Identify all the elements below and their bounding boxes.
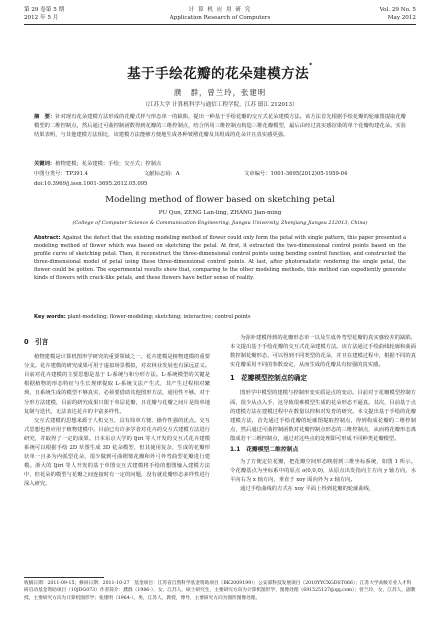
- abstract-en-label: Abstract:: [34, 235, 61, 241]
- abstract-zh: [34, 113, 406, 141]
- left-column: [24, 334, 210, 490]
- affiliation-en: (College of Computer Science & Communication Engineering, Jiangsu University, Zhenjiang Jiangsu 212013, China): [72, 220, 368, 226]
- section1-paragraph-1: 图形学中模型的建模与控制形变实质是点的变动。目前对于花瓣模型控制方面，很少从点入手，这导致很难模型生成的花朵形态不逼真。其次，目前基于点的建模方法在建模过程中在数量以控和对发育的研究。本文提出基于手绘的花瓣建模方法，首先通过手绘花瓣的轮廓图提取控制点，得到构成花瓣的二维控制点，然后通过可曲控制函数对花瓣控制点形态的三维控制点，从而将花瓣形态离散成若干三维控制点，通过对这些点的处理即可形成不同种类花瓣模型。: [230, 390, 416, 442]
- footnote-rule: [24, 577, 104, 578]
- clc-number: 中图分类号：TP391.4: [34, 171, 89, 177]
- abstract-en: [34, 234, 406, 283]
- article-number: 文章编号：1001-3695(2012)05-1959-04: [244, 171, 348, 177]
- title-zh: [0, 62, 440, 82]
- header-journal-en: Application Research of Computers: [169, 15, 271, 21]
- title-footnote-mark: *: [309, 62, 313, 69]
- abstract-zh-label: 摘 要：: [34, 114, 56, 120]
- authors-zh: 濮 群，曾兰玲，张建明: [173, 88, 267, 97]
- header-issue-en: [380, 6, 416, 22]
- footnote: 收稿日期：2011-09-15；修回日期：2011-10-27 基金项目：江苏省自然科学基金资助项目（BK2009199）；公安部科技发展项目（2010YYCXGDST066）；江苏大学高级专业人才科研启动基金资助项目（10JDG073）作者简介：濮群（1986-），女，江苏人，硕士研究生，主要研究方向为计算机图形学、图像处理（691525127@qq.com）；曾兰玲，女，江苏人，副教授，主要研究方向为计算机图形学；张建明（1964-），男，江苏人，教授，博导，主要研究方向为图形图像处理。: [24, 581, 416, 601]
- keywords-zh-text: 植物建模；花朵建模；手绘；交互式；控制点: [55, 161, 162, 167]
- section-heading-introduction: 0 引言: [24, 338, 49, 346]
- keywords-zh-label: 关键词：: [34, 161, 56, 167]
- header-date-en: May 2012: [387, 15, 416, 21]
- subsection1-paragraph-1: 为了方便定位花瓣，把花瓣空间形态映射到三维坐标系统，如图 1 所示。令花瓣基点为坐标系中的原点 o(0,0,0)，从原点出发指向主方向 y 轴方向，水平向右为 x 轴方向，垂直于 xoy 面向外为 z 轴方向。: [230, 459, 416, 484]
- keywords-zh: [34, 160, 406, 168]
- intro-paragraph-2: 交互式建模的思想来源于人机交互，具有简单方便、操作性强的优点。交互式思想也曾应用于植物建模中。目前已有许多学者对花卉的交互式建模方法进行研究，并取得了一定的成果。日本东京大学的 Ijiri 等人开发的交互式花卉建模系统可以根据手绘 2D 草图生成 3D 花朵模型，但其使用复杂，生成的花瓣形状单一且多为内弧型花朵，很少做到可曲褶皱花瓣和外弓外弯曲型花瓣进行建模。浙大的 Ijiri 等人开发的基于草图交互式建模将手绘的想图输入建模方法中，但花朵的模型与花瓣之间连接时有一定的问题，没有就花瓣形态多样性进行深入研究。: [24, 417, 210, 488]
- abstract-zh-text: 针对现有花朵建模方法形成的花瓣式样与形态单一的缺陷，提出一种基于手绘花瓣的交互式花朵建模方法。该方法首先根据手绘花瓣的轮廓图提取花瓣模型的二维控制点，然后通过可曲控制函数得到花瓣的三维控制点，结合所用三维控制点构造三维花瓣模型，最后由经过真实感渲染的单个花瓣构建花朵。实验结果表明，与其他建模方法相比，该建模方法能够方便地生成各种皱褶花瓣及其组成的花朵并且真实感更强。: [34, 114, 406, 139]
- right-column: [230, 334, 416, 495]
- header-rule: [24, 24, 416, 25]
- doi: doi:10.3969/j.issn.1001-3695.2012.05.095: [34, 181, 148, 187]
- header-journal-zh: 计 算 机 应 用 研 究: [188, 7, 252, 13]
- intro-paragraph-3: 为弥补建模得到的花瓣形态单一以及生成外弯型花瓣的真实感较差的缺陷，本文提出基于手绘花瓣的交互式花朵建模方法。该方法通过手绘曲线轮廓和曲面数控制花瓣形态，可以得到不同类型的花朵，并且在建模过程中，根据不同的真实花瓣采用不同的参数设定，从而生成的花瓣具有较强的真实感。: [230, 335, 416, 369]
- subsection1-paragraph-2: 通过手绘曲线的方式在 xoy 平面上得到花瓣的轮廓曲线，: [240, 486, 375, 493]
- document-code: 文献标志码：A: [144, 171, 180, 177]
- intro-paragraph-1: 植物建模是计算机图形学研究的重要领域之一，花卉建模是植物建模的重要分支。花卉建模的研究成果可用于虚拟场景模拟，对农林业发展也有深远意义。目前对花卉建模的主要思想是基于 L-系统与和分形方法。L-系统模型的关键是根据植物的形态特征与生长规律提取 L-系统文法产生式，其产生过程相对繁琐，且系统生成的模型不够真实，必须要借助其他图形方法，通用性不够。对于分形方法建模，目前的研究成果只限于单层花瓣，且花瓣与花瓣之间片是简单地复制与迭代，无法表达花卉的丰富多样性。: [24, 354, 210, 415]
- header-volume-en: Vol. 29 No. 5: [379, 7, 416, 13]
- abstract-en-text: Against the defect that the existing modeling method of flower could only form the petal with single pattern, this paper presented a modeling method of flower which was based on sketching the petal. At first, it extracted the two-dimensional control points based on the profile curve of sketching petal. Then, it reconstruct the three-dimensional control points using bending control function, and constructed the three-dimensional model of petal using these three-dimensional control points. At last, after photorealistic rendering the single petal, the flower could be gotten. The experimental results show that, comparing to the other modeling methods, this method can expediently generate kinds of flowers with crack-like petals, and these flowers have better sense of reality.: [34, 235, 407, 282]
- keywords-en-text: plant-modeling; flower-modeling; sketching; interactive; control points: [67, 314, 251, 320]
- subsection-heading-2d-control-points: 1.1 花瓣模型二维控制点: [230, 447, 299, 454]
- affiliation-zh: （江苏大学 计算机科学与通信工程学院，江苏 镇江 212013）: [142, 102, 298, 108]
- section-heading-control-points: 1 花瓣模型控制点的确定: [230, 374, 308, 383]
- header-journal: [24, 6, 416, 22]
- title-zh-text: 基于手绘花瓣的花朵建模方法: [127, 66, 310, 82]
- header-volume-zh: 第 29 卷第 5 期: [24, 7, 65, 13]
- keywords-en: [34, 314, 406, 320]
- title-en: Modeling method of flower based on sketching petal: [105, 195, 335, 205]
- authors-en: PU Qun, ZENG Lan-ling, ZHANG Jian-ming: [158, 210, 282, 216]
- header-date-zh: 2012 年 5 月: [24, 15, 59, 21]
- keywords-en-label: Key words:: [34, 314, 66, 320]
